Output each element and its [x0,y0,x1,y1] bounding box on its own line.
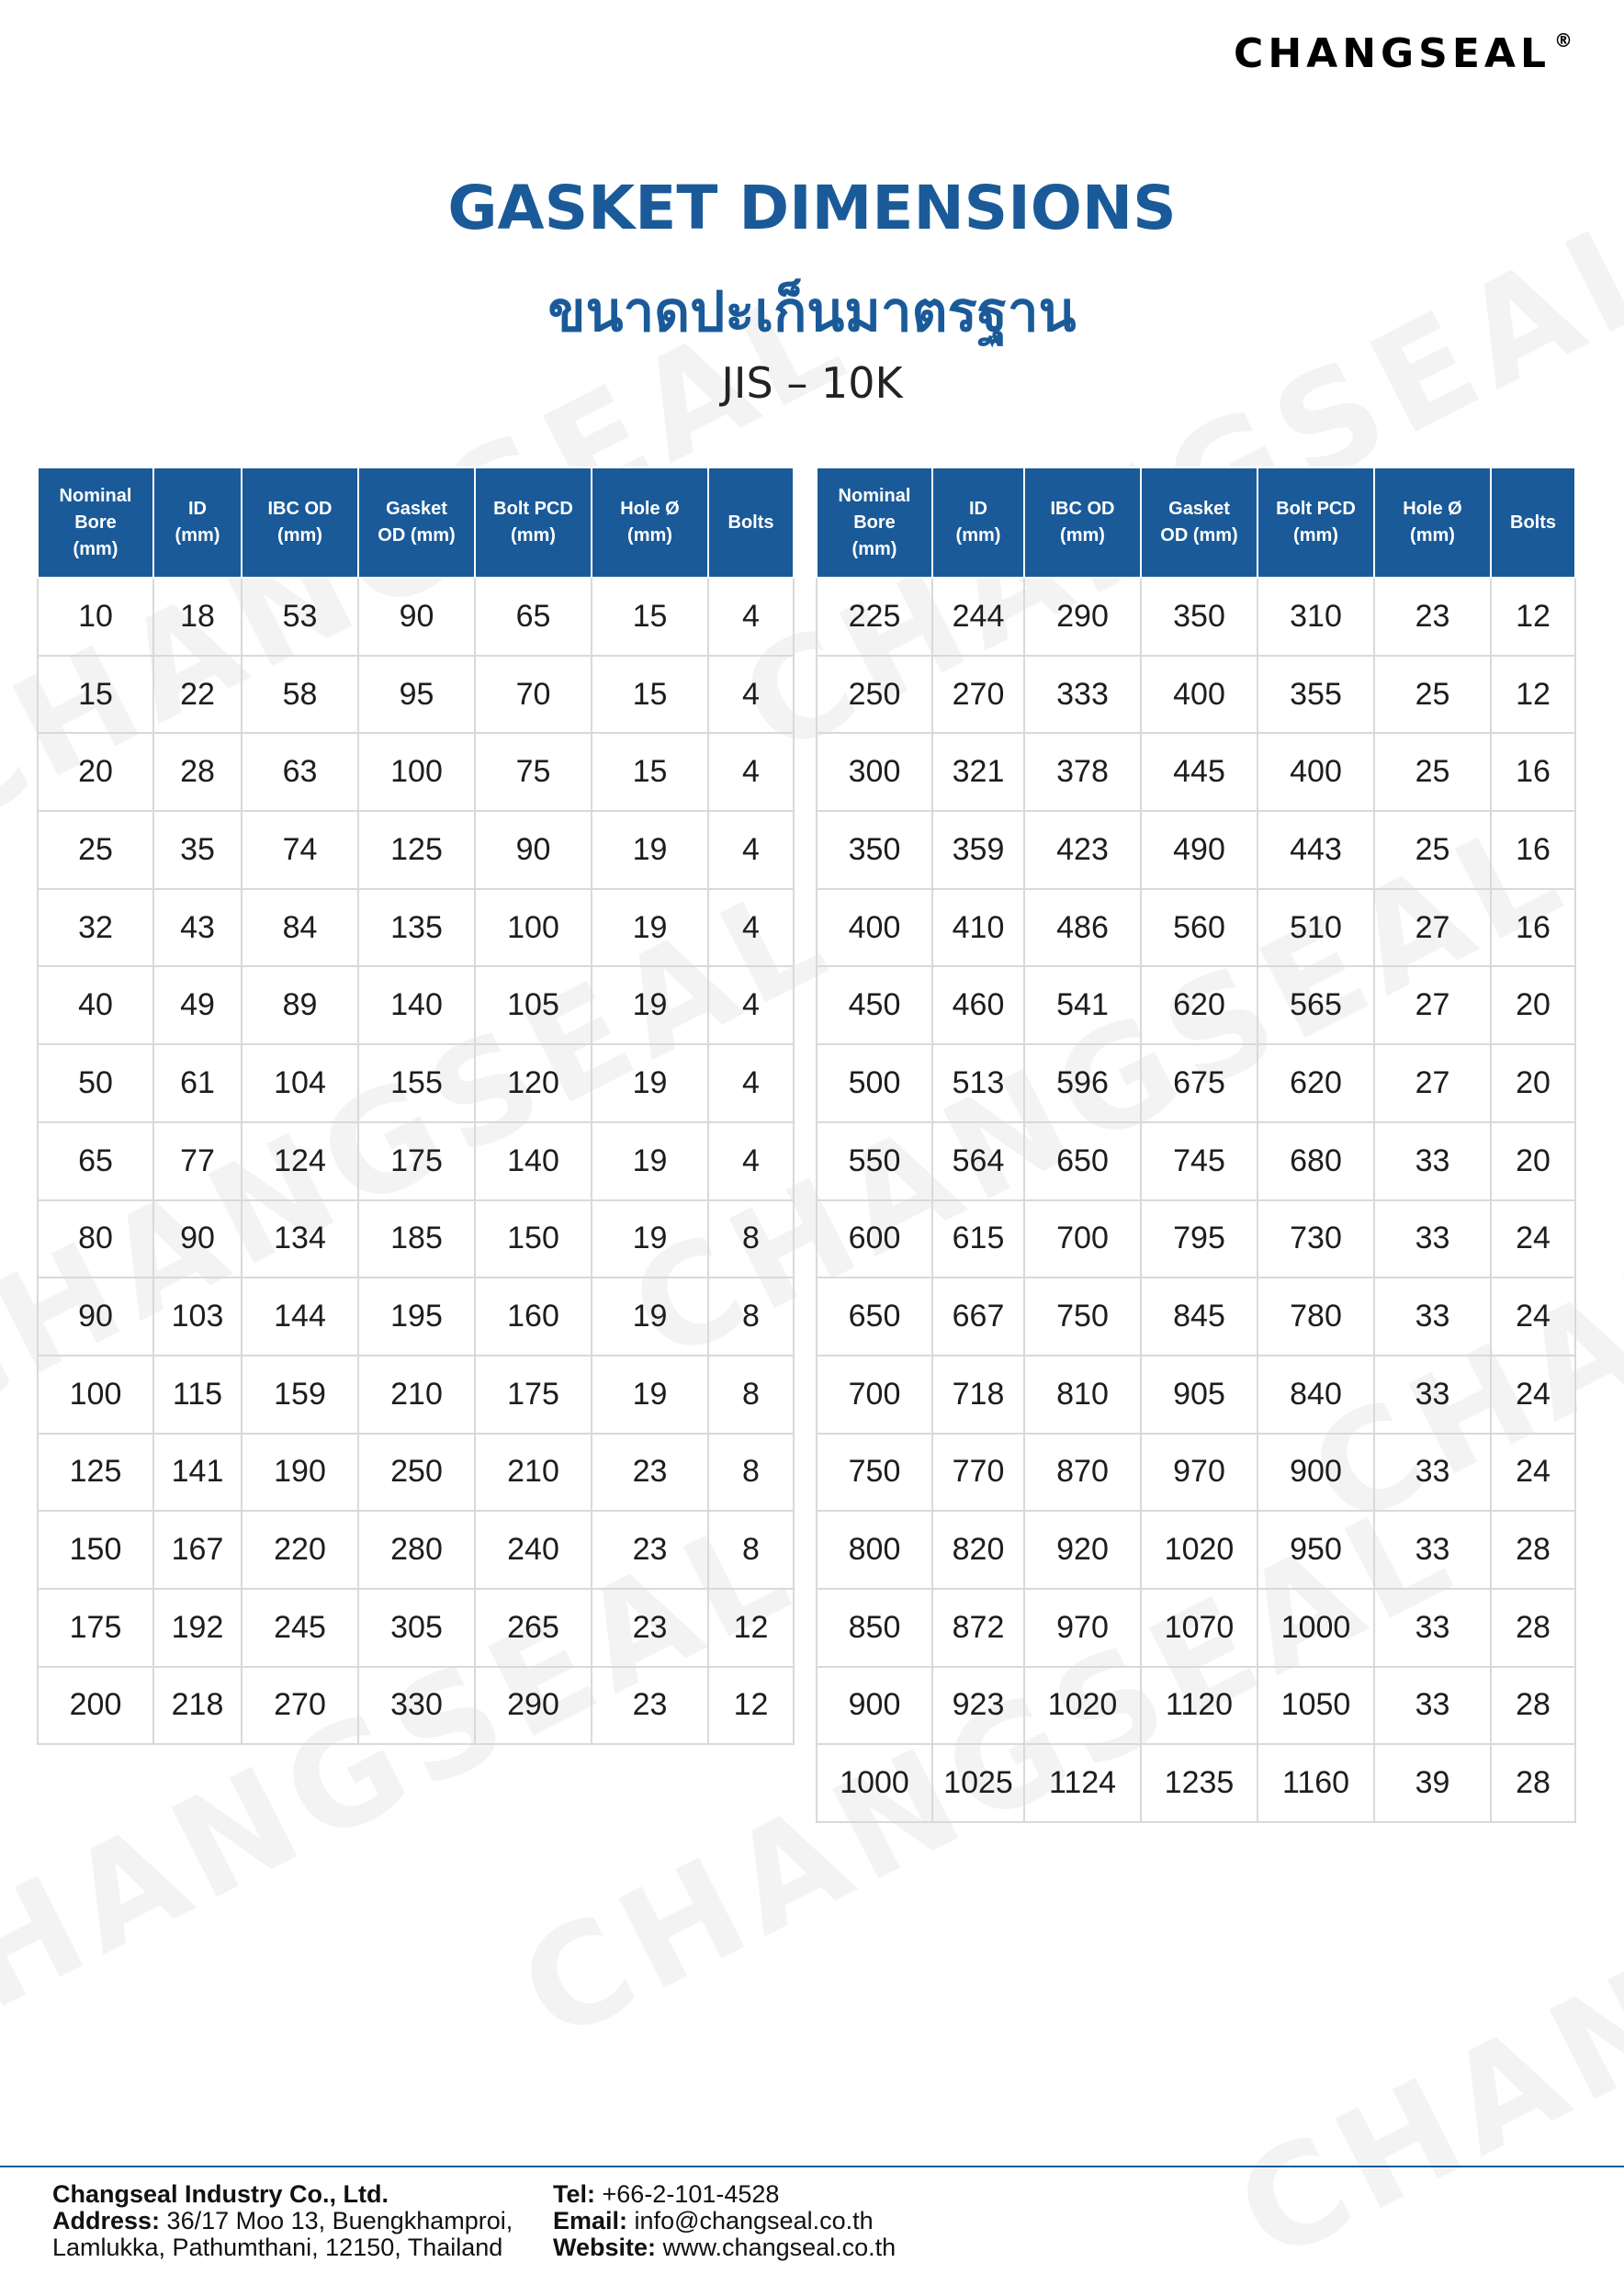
table-cell: 190 [242,1434,358,1512]
tel-value: +66-2-101-4528 [602,2180,780,2208]
table-cell: 150 [475,1200,592,1278]
logo-text: CHANGSEAL [1234,30,1551,77]
table-cell: 680 [1257,1122,1374,1200]
table-cell: 310 [1257,578,1374,656]
table-cell: 210 [475,1434,592,1512]
table-cell: 23 [592,1667,708,1745]
table-cell: 84 [242,889,358,967]
table-cell: 8 [708,1511,794,1589]
footer-contact-info [553,2181,896,2261]
table-row [817,811,1575,889]
table-row [817,1511,1575,1589]
table-cell: 27 [1374,1044,1491,1122]
table-cell: 423 [1024,811,1141,889]
table-cell: 185 [358,1200,475,1278]
table-cell: 134 [242,1200,358,1278]
table-row [817,1744,1575,1822]
table-cell: 378 [1024,733,1141,811]
table-row [38,1589,794,1667]
table-cell: 65 [475,578,592,656]
table-cell: 16 [1491,889,1575,967]
page-title-thai: ขนาดปะเก็นมาตรฐาน [547,280,1077,344]
table-cell: 870 [1024,1434,1141,1512]
table-cell: 4 [708,889,794,967]
table-cell: 1124 [1024,1744,1141,1822]
table-cell: 564 [932,1122,1024,1200]
table-cell: 20 [38,733,153,811]
table-cell: 4 [708,966,794,1044]
table-cell: 1000 [817,1744,932,1822]
table-row [817,1277,1575,1356]
table-cell: 65 [38,1122,153,1200]
table-cell: 19 [592,1122,708,1200]
table-cell: 750 [817,1434,932,1512]
table-cell: 1050 [1257,1667,1374,1745]
table-cell: 19 [592,966,708,1044]
table-cell: 900 [817,1667,932,1745]
table-row [38,1200,794,1278]
dimensions-table-left [37,467,795,1745]
table-cell: 8 [708,1434,794,1512]
table-cell: 355 [1257,656,1374,734]
table-cell: 4 [708,656,794,734]
table-cell: 359 [932,811,1024,889]
table-cell: 50 [38,1044,153,1122]
table-cell: 25 [38,811,153,889]
standard-label: JIS – 10K [721,358,903,408]
table-cell: 28 [1491,1589,1575,1667]
table-cell: 20 [1491,966,1575,1044]
table-cell: 290 [475,1667,592,1745]
email-label: Email: [553,2207,628,2234]
table-cell: 1000 [1257,1589,1374,1667]
table-cell: 845 [1141,1277,1257,1356]
table-cell: 510 [1257,889,1374,967]
table-cell: 305 [358,1589,475,1667]
table-cell: 19 [592,1200,708,1278]
table-cell: 950 [1257,1511,1374,1589]
table-cell: 8 [708,1356,794,1434]
table-row [817,889,1575,967]
table-cell: 63 [242,733,358,811]
table-cell: 90 [475,811,592,889]
table-cell: 920 [1024,1511,1141,1589]
table-cell: 905 [1141,1356,1257,1434]
table-cell: 104 [242,1044,358,1122]
brand-logo [1234,29,1573,77]
table-cell: 24 [1491,1200,1575,1278]
table-cell: 280 [358,1511,475,1589]
table-cell: 550 [817,1122,932,1200]
table-cell: 100 [38,1356,153,1434]
table-row [38,811,794,889]
table-cell: 175 [38,1589,153,1667]
table-cell: 12 [708,1667,794,1745]
table-cell: 700 [817,1356,932,1434]
table-cell: 22 [153,656,242,734]
table-row [38,1356,794,1434]
table-cell: 596 [1024,1044,1141,1122]
table-cell: 124 [242,1122,358,1200]
table-cell: 20 [1491,1122,1575,1200]
table-cell: 600 [817,1200,932,1278]
table-cell: 27 [1374,966,1491,1044]
column-header: IBC OD (mm) [1024,467,1141,578]
table-cell: 244 [932,578,1024,656]
table-cell: 225 [817,578,932,656]
table-cell: 820 [932,1511,1024,1589]
table-cell: 33 [1374,1434,1491,1512]
table-row [817,1434,1575,1512]
table-cell: 400 [817,889,932,967]
table-cell: 28 [1491,1744,1575,1822]
table-row [38,578,794,656]
table-row [38,966,794,1044]
table-cell: 195 [358,1277,475,1356]
table-cell: 25 [1374,811,1491,889]
table-cell: 150 [38,1511,153,1589]
table-cell: 192 [153,1589,242,1667]
table-cell: 33 [1374,1122,1491,1200]
table-cell: 23 [592,1589,708,1667]
table-cell: 486 [1024,889,1141,967]
table-cell: 565 [1257,966,1374,1044]
column-header: Bolts [1491,467,1575,578]
table-cell: 615 [932,1200,1024,1278]
table-row [38,733,794,811]
table-cell: 1070 [1141,1589,1257,1667]
table-cell: 12 [1491,656,1575,734]
website-label: Website: [553,2234,657,2261]
table-cell: 160 [475,1277,592,1356]
table-cell: 500 [817,1044,932,1122]
table-cell: 39 [1374,1744,1491,1822]
table-cell: 1025 [932,1744,1024,1822]
table-cell: 770 [932,1434,1024,1512]
table-cell: 850 [817,1589,932,1667]
table-cell: 77 [153,1122,242,1200]
table-row [38,889,794,967]
table-cell: 175 [358,1122,475,1200]
table-row [817,1044,1575,1122]
table-cell: 28 [1491,1667,1575,1745]
table-cell: 350 [1141,578,1257,656]
table-cell: 810 [1024,1356,1141,1434]
address-label: Address: [52,2207,161,2234]
table-cell: 167 [153,1511,242,1589]
table-row [817,1356,1575,1434]
column-header: Hole Ø (mm) [1374,467,1491,578]
table-cell: 1235 [1141,1744,1257,1822]
table-cell: 240 [475,1511,592,1589]
table-cell: 19 [592,1044,708,1122]
table-cell: 1120 [1141,1667,1257,1745]
table-cell: 15 [592,578,708,656]
table-cell: 15 [38,656,153,734]
table-row [38,1511,794,1589]
table-cell: 650 [1024,1122,1141,1200]
table-cell: 125 [38,1434,153,1512]
table-cell: 675 [1141,1044,1257,1122]
column-header: Hole Ø (mm) [592,467,708,578]
table-cell: 159 [242,1356,358,1434]
table-cell: 33 [1374,1200,1491,1278]
table-cell: 250 [817,656,932,734]
table-cell: 450 [817,966,932,1044]
table-row [817,578,1575,656]
page-title: GASKET DIMENSIONS [447,173,1177,243]
column-header: Bolts [708,467,794,578]
table-cell: 12 [1491,578,1575,656]
table-cell: 80 [38,1200,153,1278]
column-header: Bolt PCD (mm) [1257,467,1374,578]
table-cell: 4 [708,578,794,656]
table-row [38,656,794,734]
email-link[interactable]: info@changseal.co.th [634,2207,874,2234]
table-cell: 872 [932,1589,1024,1667]
table-cell: 33 [1374,1511,1491,1589]
table-cell: 33 [1374,1277,1491,1356]
table-cell: 300 [817,733,932,811]
company-name: Changseal Industry Co., Ltd. [52,2180,389,2208]
table-cell: 90 [358,578,475,656]
table-cell: 140 [358,966,475,1044]
table-row [38,1434,794,1512]
table-header-row [817,467,1575,578]
table-row [817,1589,1575,1667]
website-link[interactable]: www.changseal.co.th [662,2234,897,2261]
table-cell: 490 [1141,811,1257,889]
table-cell: 105 [475,966,592,1044]
table-cell: 4 [708,811,794,889]
table-cell: 75 [475,733,592,811]
table-cell: 28 [1491,1511,1575,1589]
table-cell: 89 [242,966,358,1044]
table-cell: 270 [932,656,1024,734]
table-cell: 12 [708,1589,794,1667]
table-cell: 718 [932,1356,1024,1434]
table-cell: 35 [153,811,242,889]
registered-mark: ® [1554,29,1573,51]
table-cell: 220 [242,1511,358,1589]
table-cell: 23 [1374,578,1491,656]
table-cell: 620 [1141,966,1257,1044]
table-cell: 53 [242,578,358,656]
address-line-2: Lamlukka, Pathumthani, 12150, Thailand [52,2234,503,2261]
table-row [817,1667,1575,1745]
table-cell: 70 [475,656,592,734]
table-cell: 1020 [1024,1667,1141,1745]
table-cell: 560 [1141,889,1257,967]
table-cell: 28 [153,733,242,811]
table-cell: 125 [358,811,475,889]
table-cell: 400 [1141,656,1257,734]
table-cell: 115 [153,1356,242,1434]
table-cell: 16 [1491,811,1575,889]
table-cell: 245 [242,1589,358,1667]
table-cell: 19 [592,1356,708,1434]
table-cell: 175 [475,1356,592,1434]
column-header: Nominal Bore (mm) [38,467,153,578]
dimensions-table-right [816,467,1576,1823]
table-cell: 900 [1257,1434,1374,1512]
table-row [38,1277,794,1356]
tel-label: Tel: [553,2180,595,2208]
table-cell: 700 [1024,1200,1141,1278]
table-cell: 8 [708,1277,794,1356]
table-cell: 120 [475,1044,592,1122]
table-cell: 541 [1024,966,1141,1044]
table-header-row [38,467,794,578]
table-cell: 4 [708,1122,794,1200]
table-cell: 33 [1374,1356,1491,1434]
table-cell: 74 [242,811,358,889]
table-row [817,733,1575,811]
table-cell: 140 [475,1122,592,1200]
table-cell: 350 [817,811,932,889]
table-row [38,1044,794,1122]
table-cell: 23 [592,1511,708,1589]
table-row [817,1200,1575,1278]
table-cell: 8 [708,1200,794,1278]
table-cell: 290 [1024,578,1141,656]
table-cell: 410 [932,889,1024,967]
table-row [38,1667,794,1745]
table-cell: 840 [1257,1356,1374,1434]
table-cell: 4 [708,733,794,811]
table-cell: 270 [242,1667,358,1745]
table-cell: 321 [932,733,1024,811]
table-row [38,1122,794,1200]
table-cell: 61 [153,1044,242,1122]
table-cell: 23 [592,1434,708,1512]
table-cell: 103 [153,1277,242,1356]
table-cell: 24 [1491,1356,1575,1434]
table-cell: 1020 [1141,1511,1257,1589]
table-cell: 513 [932,1044,1024,1122]
table-cell: 25 [1374,733,1491,811]
table-cell: 20 [1491,1044,1575,1122]
table-cell: 210 [358,1356,475,1434]
table-cell: 15 [592,733,708,811]
table-cell: 1160 [1257,1744,1374,1822]
table-cell: 95 [358,656,475,734]
footer-divider [0,2166,1624,2167]
table-cell: 25 [1374,656,1491,734]
table-cell: 620 [1257,1044,1374,1122]
column-header: ID (mm) [153,467,242,578]
table-cell: 19 [592,811,708,889]
address-line-1: 36/17 Moo 13, Buengkhamproi, [166,2207,513,2234]
table-cell: 667 [932,1277,1024,1356]
table-cell: 445 [1141,733,1257,811]
column-header: Gasket OD (mm) [1141,467,1257,578]
table-cell: 16 [1491,733,1575,811]
column-header: IBC OD (mm) [242,467,358,578]
table-cell: 100 [358,733,475,811]
table-cell: 144 [242,1277,358,1356]
column-header: Bolt PCD (mm) [475,467,592,578]
table-cell: 155 [358,1044,475,1122]
table-cell: 800 [817,1511,932,1589]
table-cell: 400 [1257,733,1374,811]
table-cell: 24 [1491,1434,1575,1512]
table-cell: 923 [932,1667,1024,1745]
table-row [817,966,1575,1044]
table-cell: 4 [708,1044,794,1122]
table-cell: 333 [1024,656,1141,734]
table-cell: 265 [475,1589,592,1667]
table-cell: 43 [153,889,242,967]
table-cell: 795 [1141,1200,1257,1278]
table-cell: 780 [1257,1277,1374,1356]
table-cell: 27 [1374,889,1491,967]
table-cell: 250 [358,1434,475,1512]
table-cell: 135 [358,889,475,967]
table-cell: 970 [1024,1589,1141,1667]
column-header: Nominal Bore (mm) [817,467,932,578]
table-cell: 19 [592,1277,708,1356]
table-row [817,1122,1575,1200]
table-cell: 460 [932,966,1024,1044]
footer-company-info [52,2181,513,2261]
table-row [817,656,1575,734]
table-cell: 32 [38,889,153,967]
table-cell: 24 [1491,1277,1575,1356]
table-cell: 90 [153,1200,242,1278]
table-cell: 200 [38,1667,153,1745]
table-cell: 750 [1024,1277,1141,1356]
table-cell: 10 [38,578,153,656]
table-cell: 745 [1141,1122,1257,1200]
table-cell: 330 [358,1667,475,1745]
table-cell: 970 [1141,1434,1257,1512]
table-cell: 18 [153,578,242,656]
table-cell: 650 [817,1277,932,1356]
table-cell: 15 [592,656,708,734]
table-cell: 90 [38,1277,153,1356]
table-cell: 49 [153,966,242,1044]
table-cell: 33 [1374,1667,1491,1745]
table-cell: 730 [1257,1200,1374,1278]
table-cell: 40 [38,966,153,1044]
table-cell: 100 [475,889,592,967]
table-cell: 33 [1374,1589,1491,1667]
table-cell: 218 [153,1667,242,1745]
table-cell: 19 [592,889,708,967]
table-cell: 58 [242,656,358,734]
table-cell: 141 [153,1434,242,1512]
column-header: Gasket OD (mm) [358,467,475,578]
table-cell: 443 [1257,811,1374,889]
column-header: ID (mm) [932,467,1024,578]
